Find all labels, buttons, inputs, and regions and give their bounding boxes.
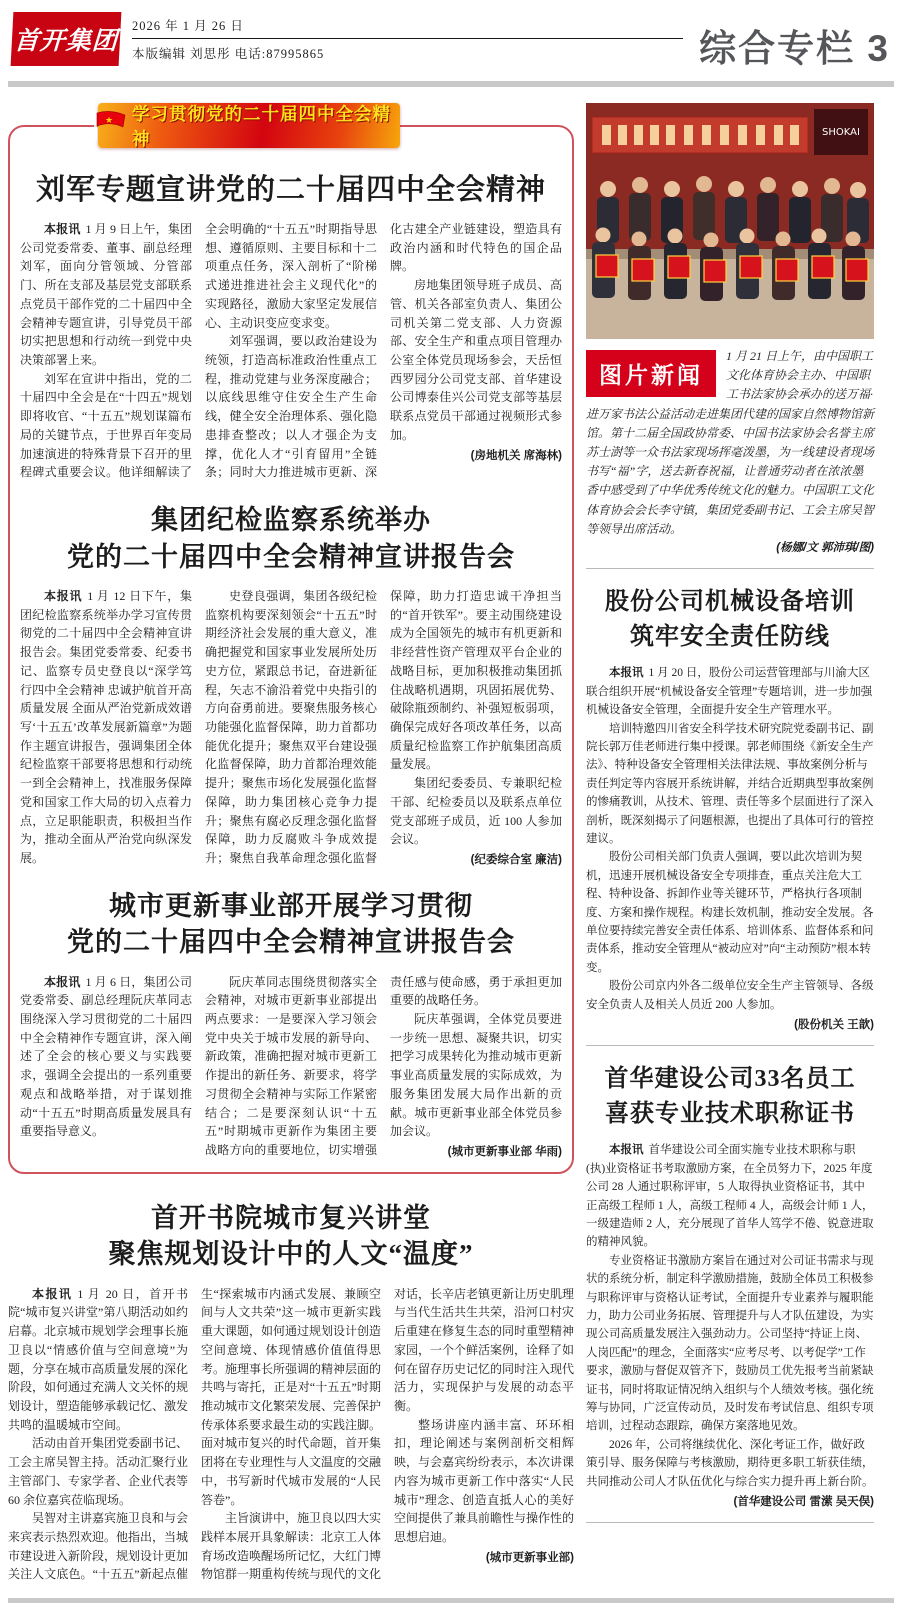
paragraph: 吴智对主讲嘉宾施卫良和与会来宾表示热烈欢迎。他指出，当城市建设进入新阶段，规划设计更加关注人文底色。“十五五”新起点催生“探索城市内涵式发展、兼顾空间与人文共荣”这一城市更新实践重大课题，如何通过规划设计创造空间意境、体现情感价值值得思考。施理事长所强调的精神层面的共鸣与寄托，正是对“十五五”时期推动城市文化繁荣发展、完善保护传承体系要求最生动的实践注脚。面对城市复兴的时代命题，首开集团将在专业理性与人文温度的交融中，书写新时代城市发展的“人民答卷”。 bbox=[8, 1286, 382, 1582]
masthead-rule bbox=[132, 38, 683, 39]
article-body bbox=[20, 220, 562, 482]
editor-line: 本版编辑 刘思彤 电话:87995865 bbox=[132, 47, 325, 61]
featured-articles-box bbox=[8, 103, 574, 1174]
left-section bbox=[8, 103, 574, 1584]
page-number: 3 bbox=[867, 28, 890, 69]
article-title bbox=[586, 585, 874, 655]
article-body bbox=[8, 1285, 574, 1585]
right-section bbox=[586, 103, 874, 1584]
paragraph: 刘军强调，要以政治建设为统领，打造高标准政治性重点工程，推动党建与业务深度融合；以底线思维守住安全生产生命线，健全安全治理体系、强化隐患排查整改；以人才强企为支撑，优化人才“引育留用”全链条；同时大力推进城市更新、深化古建全产业链建设，塑造具有政治内涵和时代特色的国企品牌。 bbox=[205, 222, 562, 480]
picture-news-label: 图片新闻 bbox=[586, 350, 716, 397]
paragraph bbox=[586, 664, 874, 719]
article-title: 刘军专题宣讲党的二十届四中全会精神 bbox=[35, 174, 546, 206]
article-byline: (首华建设公司 雷潆 吴天俣) bbox=[733, 1495, 874, 1508]
article-body bbox=[20, 973, 562, 1160]
party-flag-icon bbox=[92, 111, 126, 141]
title-line-2: 聚焦规划设计中的人文“温度” bbox=[108, 1239, 474, 1270]
title-line-2: 党的二十届四中全会精神宣讲报告会 bbox=[67, 541, 515, 572]
article-professional-certificates bbox=[586, 1046, 874, 1509]
article-byline: (房地机关 席海林) bbox=[470, 449, 562, 462]
paragraph-text: 首华建设公司全面实施专业技术职称与职(执)业资格证书考取激励方案，在全员努力下，2025 年度公司 28 人通过职称评审，5 人取得执业资格证书，其中正高级工程师 1 人，高级工程师 4 人，高级会计师 1 人，一级建造师 2 人，充分展现了首华人笃学不倦、锐意进取的精神风貌。 bbox=[586, 1144, 874, 1249]
paragraph-text: 1 月 20 日，股份公司运营管理部与川渝大区联合组织开展“机械设备安全管理”专题培训，进一步加强机械设备安全管理，全面提升安全生产管理水平。 bbox=[586, 667, 873, 717]
paragraph: 整场讲座内涵丰富、环环相扣，理论阐述与案例剖析交相辉映，与会嘉宾纷纷表示，本次讲课内容为城市更新工作中落实“人民城市”理念、创造直抵人心的美好空间提供了兼具前瞻性与操作性的思想启迪。 bbox=[394, 1417, 575, 1544]
paragraph-text: 1 月 20 日，首开书院“城市复兴讲堂”第八期活动如约启幕。北京城市规划学会理事长施卫良以“情感价值与空间意境”为题，分享在城市高质量发展的深化阶段，如何通过充满人文关怀的规划设计，塑造能够承载记忆、激发共鸣的温暖城市空间。 bbox=[8, 1286, 189, 1432]
article-byline: (股份机关 王歆) bbox=[794, 1018, 874, 1031]
paragraph-text: 1 月 9 日上午，集团公司党委常委、董事、副总经理刘军，面向分管领域、分管部门、所在支部及基层党支部联系点党员干部作党的二十届四中全会精神专题宣讲，引导党员干部切实把思想和行动统一到党中央决策部署上来。 bbox=[20, 222, 192, 368]
paragraph: 股份公司相关部门负责人强调，要以此次培训为契机，迅速开展机械设备安全专项排查，重点关注危大工程、特种设备、拆卸作业等关键环节，严格执行各项制度、方案和操作规程。构建长效机制，推动安全发展。各单位要持续完善安全责任体系、培训体系、监督体系和问责体系，推动安全管理从“被动应对”向“主动预防”根本转变。 bbox=[586, 851, 874, 974]
article-urban-renewal-report bbox=[20, 888, 562, 1160]
logo-text: 首开集团 bbox=[13, 28, 119, 55]
paragraph: 阮庆革同志围绕贯彻落实全会精神，对城市更新事业部提出两点要求：一是要深入学习领会党中央关于城市发展的新导向、新政策，准确把握对城市更新工作提出的新任务、新要求，将学习贯彻全会精神与实际工作紧密结合；二是要深刻认识“十五五”时期城市更新作为集团主要战略方向的重要地位，切实增强责任感与使命感，勇于承担更加重要的战略任务。 bbox=[205, 974, 562, 1158]
paragraph: 专业资格证书激励方案旨在通过对公司证书需求与现状的系统分析，制定科学激励措施，鼓励全体员工积极参与职称评审与资格认证考试，全面提升专业素养与履职能力，助力公司业务拓展、管理提升与人才队伍建设，为实现公司高质量发展注入强劲动力。公司坚持“持证上岗、人岗匹配”的理念，全面落实“应考尽考、以考促学”工作要求，激励与督促双管齐下，鼓励员工优先报考当前紧缺证书，同时将取证情况纳入组织与个人绩效考核。强化统筹与协同，广泛宣传动员，及时发布考试信息、组织专项培训，过程动态跟踪，确保方案落地见效。 bbox=[586, 1254, 874, 1433]
title-line-2: 喜获专业技术职称证书 bbox=[605, 1100, 855, 1127]
dateline: 本报讯 bbox=[32, 1286, 73, 1301]
paragraph: 培训特邀四川省安全科学技术研究院党委副书记、副院长郭万佳老师进行集中授课。郭老师围绕《新安全生产法》、特种设备安全管理相关法律法规、事故案例分析与责任判定等内容展开系统讲解，并结合近期典型事故案例的惨痛教训，从技术、管理、责任等多个层面进行了深入剖析，既深刻揭示了问题根源，也提出了具体可行的管控建议。 bbox=[586, 722, 874, 845]
masthead-divider bbox=[8, 81, 894, 87]
paragraph bbox=[20, 587, 192, 868]
newspaper-logo bbox=[11, 12, 122, 66]
column-end-rule bbox=[586, 1522, 874, 1523]
paragraph: 史登良强调，集团各级纪检监察机构要深刻领会“十五五”时期经济社会发展的重大意义，准确把握党和国家事业发展所处历史方位，紧跟总书记，奋进新征程，矢志不渝沿着党中央指引的方向奋勇前进。要聚焦服务核心功能强化监督保障，助力首都功能优化提升；聚焦双平台建设强化监督保障，助力首都治理效能提升；聚焦市场化发展强化监督保障，助力集团核心竞争力提升；聚焦有腐必反理念强化监督保障，助力反腐败斗争成效提升；聚焦自我革命理念强化监督保障，助力打造忠诚干净担当的“首开铁军”。要主动围绕建设成为全国领先的城市有机更新和非经营性资产管理双平台企业的战略目标，更加积极推动集团抓住战略机遇期，巩固拓展优势、破除瓶颈制约、补强短板弱项，确保完成好各项改革任务，以高质量纪检监察工作护航集团高质量发展。 bbox=[205, 588, 562, 865]
article-title bbox=[20, 888, 562, 961]
banner-text: 学习贯彻党的二十届四中全会精神 bbox=[132, 103, 391, 149]
article-byline: (城市更新事业部) bbox=[485, 1551, 574, 1564]
article-byline: (城市更新事业部 华雨) bbox=[447, 1146, 562, 1159]
svg-text:★: ★ bbox=[105, 115, 114, 126]
picture-news-byline: (杨娜/文 郭沛琪/图) bbox=[776, 541, 874, 554]
paragraph: 主旨演讲中，施卫良以四大实践样本展开具象解读：北京工人体育场改造唤醒场所记忆，大红门博物馆群一期重构传统与现代的文化对话，长辛店老镇更新让历史肌理与当代生活共生共荣，沿河口村灾后重建在修复生态的同时重塑精神家园，一个个鲜活案例，诠释了如何在留存历史记忆的同时注入现代活力，实现保护与发展的动态平衡。 bbox=[201, 1286, 575, 1582]
paragraph: 阮庆革强调，全体党员要进一步统一思想、凝聚共识，切实把学习成果转化为推动城市更新事业高质量发展的实际成效，为服务集团发展大局作出新的贡献。城市更新事业部全体党员参加会议。 bbox=[390, 1012, 562, 1139]
paragraph: 2026 年，公司将继续优化、深化考证工作，做好政策引导、服务保障与考核激励，期待更多职工斩获佳绩，共同推动公司人才队伍优化与综合实力提升再上新台阶。 bbox=[586, 1438, 874, 1488]
masthead-info bbox=[132, 12, 683, 62]
title-line-1: 首开书院城市复兴讲堂 bbox=[151, 1202, 431, 1233]
photo-sign-text: SHOKAI bbox=[822, 127, 860, 138]
dateline: 本报讯 bbox=[44, 974, 81, 989]
picture-news-caption: 1 月 21 日上午，由中国职工文化体育协会主办、中国职工书法家协会承办的送万福·进万家书法公益活动走进集团代建的国家自然博物馆新馆。第十二届全国政协常委、中国书法家协会名誉主席苏士澍等一众书法家现场挥毫泼墨，为一线建设者现场书写“福”字，送去新春祝福，让普通劳动者在浓浓墨香中感受到了中华优秀传统文化的魅力。中国职工文化体育协会会长李守镇，集团党委副书记、工会主席吴智等领导出席活动。 bbox=[586, 349, 875, 536]
dateline: 本报讯 bbox=[44, 222, 81, 236]
dateline: 本报讯 bbox=[44, 588, 83, 603]
article-title bbox=[586, 1062, 874, 1132]
page-content bbox=[8, 103, 894, 1584]
masthead bbox=[8, 10, 894, 72]
title-line-1: 集团纪检监察系统举办 bbox=[151, 505, 431, 536]
paragraph: 房地集团领导班子成员、高管、机关各部室负责人、集团公司机关第二党支部、人力资源部、安全生产和重点项目管理办公室全体党员现场参会，天岳恒西罗园分公司党支部、首华建设公司博泰佳兴公司党支部等基层联系点党员干部通过视频形式参加。 bbox=[390, 278, 562, 442]
title-line-2: 党的二十届四中全会精神宣讲报告会 bbox=[67, 927, 515, 958]
paragraph: 股份公司京内外各二级单位安全生产主管领导、各级安全负责人及相关人员近 200 人参加。 bbox=[586, 980, 874, 1011]
title-line-1: 首华建设公司33名员工 bbox=[604, 1065, 856, 1092]
paragraph bbox=[586, 1141, 874, 1251]
paragraph-text: 1 月 6 日，集团公司党委常委、副总经理阮庆革同志围绕深入学习贯彻党的二十届四中全会精神作专题宣讲，深入阐述了全会的核心要义与实践要求，强调全会提出的一系列重要观点和战略举措，对于谋划推动“十五五”时期高质量发展具有重要指导意义。 bbox=[20, 974, 192, 1139]
dateline: 本报讯 bbox=[609, 1144, 644, 1157]
paragraph-text: 1 月 12 日下午，集团纪检监察系统举办学习宣传贯彻党的二十届四中全会精神宣讲报告会。集团党委常委、纪委书记、监察专员史登良以“深学笃行四中全会精神 忠诚护航首开高质量发展 全面从严治党新成效谱写‘十五五’改革发展新篇章”为题作主题宣讲报告，强调集团全体纪检监察干部要将思想和行动统一到全会精神上，找准服务保障党和国家工作大局的切入点着力点，立足职能职责，积极担当作为，推动全面从严治党向纵深发展。 bbox=[20, 588, 192, 865]
paragraph: 活动由首开集团党委副书记、工会主席吴智主持。活动汇聚行业主管部门、专家学者、企业代表等 60 余位嘉宾莅临现场。 bbox=[8, 1436, 189, 1507]
paragraph: 刘军在宣讲中指出，党的二十届四中全会是在“十四五”规划即将收官、“十五五”规划谋篇布局的关键节点，于世界百年变局加速演进的特殊背景下召开的里程碑式重要会议。他详细解读了全会明确的“十五五”时期指导思想、遵循原则、主要目标和十二项重点任务，深入剖析了“阶梯式递进推进社会主义现代化”的实现路径，激励大家坚定发展信心、主动识变应变求变。 bbox=[20, 222, 377, 480]
title-line-1: 城市更新事业部开展学习贯彻 bbox=[109, 890, 473, 921]
section-title bbox=[699, 12, 890, 72]
article-discipline-inspection-report bbox=[20, 502, 562, 868]
section-name: 综合专栏 bbox=[699, 28, 856, 69]
article-equipment-training bbox=[586, 569, 874, 1032]
title-line-1: 股份公司机械设备培训 bbox=[605, 588, 855, 615]
article-body bbox=[20, 587, 562, 868]
article-liu-jun-lecture bbox=[20, 167, 562, 482]
article-byline: (纪委综合室 廉洁) bbox=[470, 854, 562, 866]
news-photo bbox=[586, 103, 874, 339]
picture-news bbox=[586, 347, 874, 555]
article-city-revival-lecture bbox=[8, 1200, 574, 1584]
paragraph bbox=[20, 973, 192, 1141]
issue-date: 2026 年 1 月 26 日 bbox=[132, 19, 244, 33]
article-title bbox=[8, 1200, 574, 1273]
theme-banner bbox=[98, 103, 400, 148]
page-bottom-divider bbox=[8, 1598, 894, 1603]
paragraph: 集团纪委委员、专兼职纪检干部、纪检委员以及联系点单位党支部班子成员，近 100 人参加会议。 bbox=[390, 776, 562, 847]
article-title bbox=[20, 502, 562, 575]
paragraph bbox=[8, 1285, 188, 1435]
title-line-2: 筑牢安全责任防线 bbox=[630, 623, 830, 650]
paragraph bbox=[20, 220, 192, 370]
dateline: 本报讯 bbox=[609, 667, 644, 680]
